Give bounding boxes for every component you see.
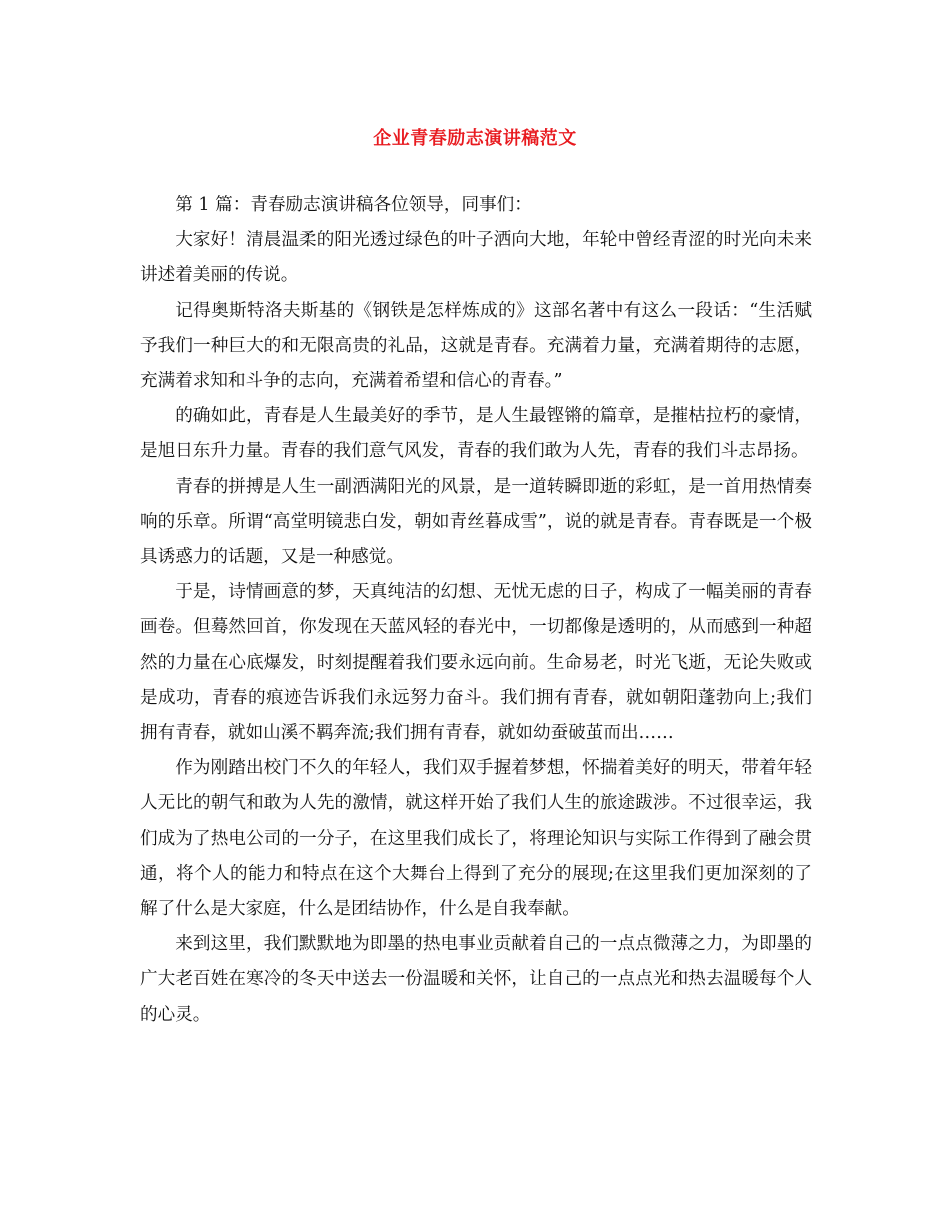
paragraph-1: 第 1 篇：青春励志演讲稿各位领导，同事们： [175,195,532,215]
paragraph-7: 作为刚踏出校门不久的年轻人，我们双手握着梦想，怀揣着美好的明天，带着年轻人无比的朝气和敢为人先的激情，就这样开始了我们人生的旅途跋涉。不过很幸运，我们成为了热电公司的一分子，在这里我们成长了，将理论知识与实际工作得到了融会贯通，将个人的能力和特点在这个大舞台上得到了充分的展现;在这里我们更加深刻的了解了什么是大家庭，什么是团结协作，什么是自我奉献。 [140,758,812,920]
paragraph-8: 来到这里，我们默默地为即墨的热电事业贡献着自己的一点点微薄之力，为即墨的广大老百姓在寒冷的冬天中送去一份温暖和关怀，让自己的一点点光和热去温暖每个人的心灵。 [140,934,812,1025]
paragraph-6: 于是，诗情画意的梦，天真纯洁的幻想、无忧无虑的日子，构成了一幅美丽的青春画卷。但蓦然回首，你发现在天蓝风轻的春光中，一切都像是透明的，从而感到一种超然的力量在心底爆发，时刻提醒着我们要永远向前。生命易老，时光飞逝，无论失败或是成功，青春的痕迹告诉我们永远努力奋斗。我们拥有青春，就如朝阳蓬勃向上;我们拥有青春，就如山溪不羁奔流;我们拥有青春，就如幼蚕破茧而出…… [140,582,812,744]
paragraph-2: 大家好！清晨温柔的阳光透过绿色的叶子洒向大地，年轮中曾经青涩的时光向未来讲述着美丽的传说。 [140,230,812,286]
document-body [140,188,812,1033]
paragraph-3: 记得奥斯特洛夫斯基的《钢铁是怎样炼成的》这部名著中有这么一段话：“生活赋予我们一种巨大的和无限高贵的礼品，这就是青春。充满着力量，充满着期待的志愿，充满着求知和斗争的志向，充满着希望和信心的青春。” [140,300,812,392]
document-title: 企业青春励志演讲稿范文 [373,128,577,149]
paragraph-5: 青春的拼搏是人生一副洒满阳光的风景，是一道转瞬即逝的彩虹，是一首用热情奏响的乐章。所谓“高堂明镜悲白发，朝如青丝暮成雪”，说的就是青春。青春既是一个极具诱惑力的话题，又是一种感觉。 [140,476,812,568]
paragraph-4: 的确如此，青春是人生最美好的季节，是人生最铿锵的篇章，是摧枯拉朽的豪情，是旭日东升力量。青春的我们意气风发，青春的我们敢为人先，青春的我们斗志昂扬。 [140,406,812,462]
